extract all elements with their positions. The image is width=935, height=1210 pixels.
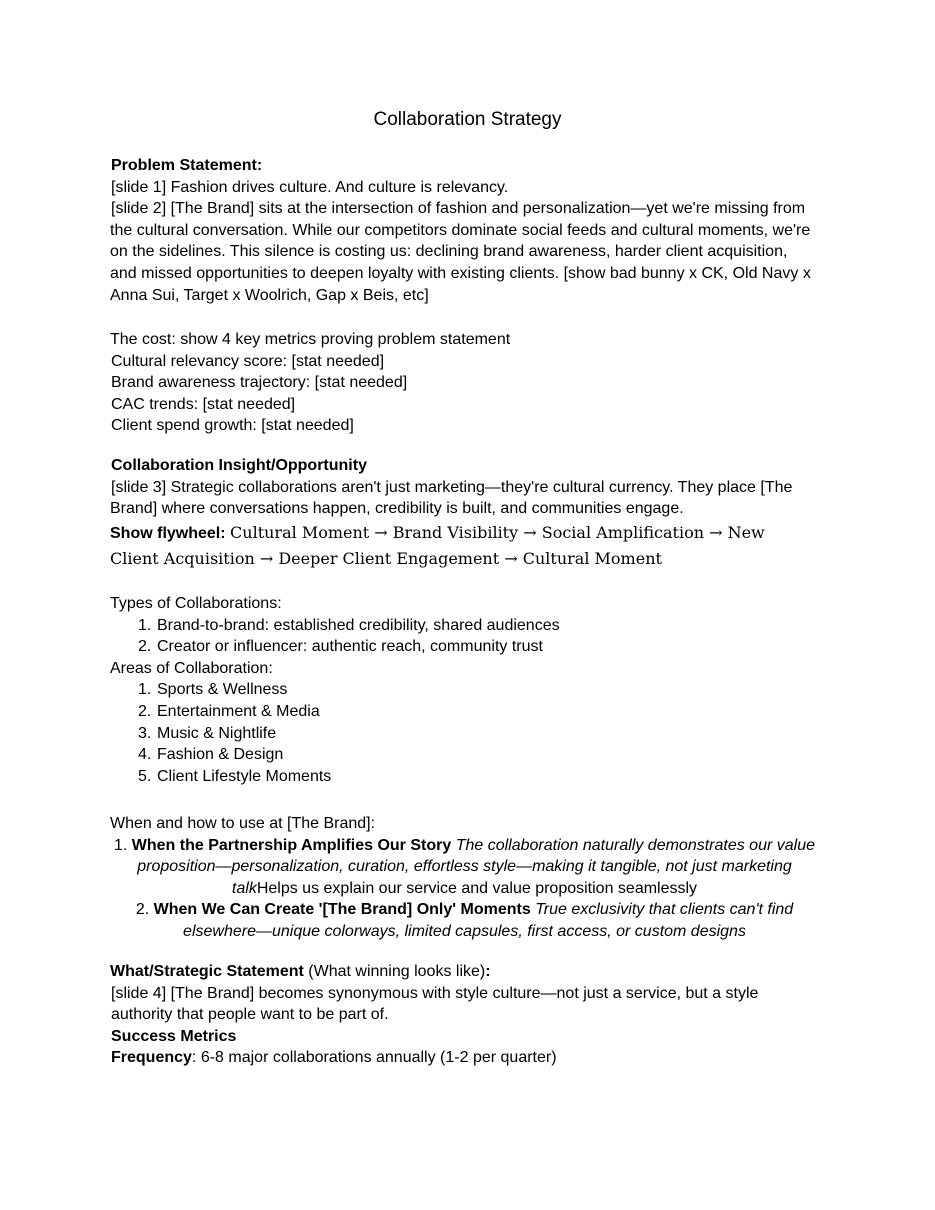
insight-slide3: [slide 3] Strategic collaborations aren't just marketing—they're cultural currency. They place [The Brand] where conversations happen, credibility is built, and communities engage. — [110, 478, 793, 518]
frequency-text: : 6-8 major collaborations annually (1-2 per quarter) — [191, 1049, 557, 1067]
flywheel-label: Show flywheel: — [110, 524, 226, 542]
list-number: 4. — [138, 746, 152, 764]
cost-metric: Client spend growth: [stat needed] — [111, 417, 354, 435]
when-item — [112, 835, 817, 900]
list-item-text: Sports & Wellness — [157, 681, 288, 699]
when-item-title: When We Can Create '[The Brand] Only' Moments — [153, 901, 531, 919]
list-item-text: Fashion & Design — [157, 746, 284, 764]
problem-slide2: [slide 2] [The Brand] sits at the intersection of fashion and personalization—yet we're missing from the cultural conversation. While our competitors dominate social feeds and cultural moments, we're on the sidelines. This silence is costing us: declining brand awareness, harder client acquisition, and missed opportunities to deepen loyalty with existing clients. [show bad bunny x CK, Old Navy x Anna Sui, Target x Woolrich, Gap x Beis, etc] — [110, 200, 811, 304]
list-item-text: Brand-to-brand: established credibility, shared audiences — [157, 616, 560, 634]
document-title: Collaboration Strategy — [373, 109, 562, 130]
cost-metric: CAC trends: [stat needed] — [111, 395, 296, 413]
cost-section — [110, 329, 820, 437]
insight-heading: Collaboration Insight/Opportunity — [111, 457, 367, 474]
problem-slide1: [slide 1] Fashion drives culture. And culture is relevancy. — [111, 178, 509, 196]
list-item — [110, 636, 820, 658]
list-item — [110, 701, 820, 723]
insight-section — [110, 455, 820, 572]
cost-intro: The cost: show 4 key metrics proving problem statement — [110, 331, 511, 348]
list-item — [110, 744, 820, 766]
list-number: 2. — [138, 638, 152, 656]
list-item-text: Creator or influencer: authentic reach, community trust — [157, 638, 543, 656]
when-item-description: The collaboration naturally demonstrates our value proposition—personalization, curation, effortless style—making it tangible, not just marketing talk — [137, 836, 815, 897]
cost-metric: Brand awareness trajectory: [stat needed] — [111, 374, 408, 392]
list-number: 1. — [138, 616, 152, 634]
list-number: 2. — [135, 901, 150, 919]
when-heading: When and how to use at [The Brand]: — [110, 815, 376, 832]
list-item — [110, 615, 820, 637]
flywheel-text: Cultural Moment → Brand Visibility → Social Amplification → New Client Acquisition → Deeper Client Engagement → Cultural Moment — [110, 522, 765, 568]
list-item-text: Entertainment & Media — [157, 702, 320, 720]
strategic-section — [110, 961, 820, 1069]
strategic-heading — [110, 961, 820, 983]
strategic-heading-title: What/Strategic Statement — [110, 963, 304, 980]
list-item-text: Music & Nightlife — [157, 724, 277, 742]
strategic-heading-note: (What winning looks like) — [308, 963, 486, 980]
when-item-description: True exclusivity that clients can't find elsewhere—unique colorways, limited capsules, first access, or custom designs — [183, 901, 794, 940]
list-number: 3. — [138, 724, 152, 742]
strategic-slide4: [slide 4] [The Brand] becomes synonymous with style culture—not just a service, but a style authority that people want to be part of. — [111, 984, 759, 1024]
frequency-label: Frequency — [111, 1049, 192, 1067]
when-item — [112, 899, 817, 942]
flywheel — [110, 520, 790, 572]
types-section — [110, 593, 820, 787]
when-item-note: Helps us explain our service and value proposition seamlessly — [256, 879, 698, 897]
cost-metric: Cultural relevancy score: [stat needed] — [111, 352, 385, 370]
list-number: 2. — [138, 702, 152, 720]
when-section — [110, 813, 820, 943]
problem-heading: Problem Statement: — [111, 157, 263, 174]
list-number: 1. — [113, 836, 128, 854]
when-item-title: When the Partnership Amplifies Our Story — [131, 836, 452, 854]
types-heading: Types of Collaborations: — [110, 595, 282, 612]
success-metrics-heading: Success Metrics — [111, 1027, 237, 1045]
list-item — [110, 723, 820, 745]
list-item — [110, 766, 820, 788]
list-number: 1. — [138, 681, 152, 699]
strategic-heading-colon: : — [485, 963, 491, 980]
areas-heading: Areas of Collaboration: — [110, 659, 273, 677]
frequency-line — [110, 1047, 820, 1069]
list-number: 5. — [138, 767, 152, 785]
list-item — [110, 679, 820, 701]
list-item-text: Client Lifestyle Moments — [157, 767, 332, 785]
problem-section — [110, 155, 820, 306]
